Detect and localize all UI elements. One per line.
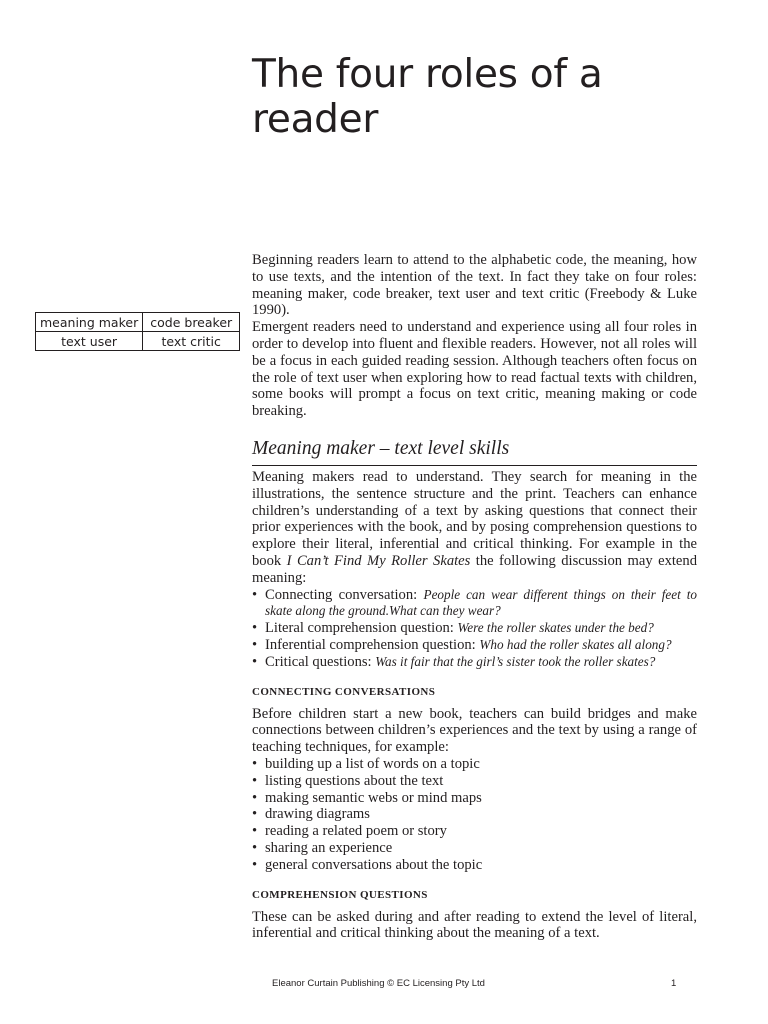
list-item — [252, 587, 697, 621]
meaning-maker-text-end: the following discussion may extend meaning: — [252, 552, 697, 586]
subheading-connecting-conversations: CONNECTING CONVERSATIONS — [252, 685, 436, 698]
bullet-glyph: • — [252, 620, 258, 637]
list-item — [252, 840, 697, 857]
question-label: Critical questions: — [265, 653, 376, 670]
connecting-paragraph: Before children start a new book, teachers can build bridges and make connections between children’s experiences and the text by using a range of teaching techniques, for example: — [252, 705, 697, 756]
roles-grid-row — [36, 313, 240, 332]
technique-text: general conversations about the topic — [265, 856, 483, 873]
bullet-glyph: • — [252, 755, 258, 772]
meaning-maker-paragraph — [252, 469, 697, 587]
page-number: 1 — [671, 978, 677, 989]
bullet-glyph: • — [252, 636, 258, 653]
bullet-glyph: • — [252, 823, 258, 840]
page-title: The four roles of a reader — [252, 52, 603, 142]
role-meaning-maker: meaning maker — [36, 313, 143, 332]
technique-text: listing questions about the text — [265, 772, 444, 789]
question-label: Literal comprehension question: — [265, 620, 458, 637]
comprehension-paragraph: These can be asked during and after reading to extend the level of literal, inferential and critical thinking about the meaning of a text. — [252, 908, 697, 942]
question-label: Inferential comprehension question: — [265, 636, 480, 653]
question-example: Who had the roller skates all along? — [479, 636, 672, 652]
list-item — [252, 773, 697, 790]
bullet-glyph: • — [252, 772, 258, 789]
technique-text: sharing an experience — [265, 839, 393, 856]
list-item — [252, 756, 697, 773]
footer-publisher: Eleanor Curtain Publishing © EC Licensing Pty Ltd — [272, 978, 485, 989]
technique-text: building up a list of words on a topic — [265, 755, 480, 772]
technique-text: reading a related poem or story — [265, 823, 447, 840]
role-code-breaker: code breaker — [143, 313, 240, 332]
meaning-maker-text: Meaning makers read to understand. They search for meaning in the illustrations, the sentence structure and the print. Teachers can enhance children’s understanding of a text by asking questions that connect their prior experiences with the book, and by posing comprehension questions to explore their literal, inferential and critical thinking. For example in the book — [252, 468, 697, 569]
bullet-glyph: • — [252, 856, 258, 873]
question-example: Was it fair that the girl’s sister took the roller skates? — [375, 653, 656, 669]
bullet-glyph: • — [252, 789, 258, 806]
subheading-comprehension-questions: COMPREHENSION QUESTIONS — [252, 888, 428, 901]
question-types-list — [252, 587, 697, 671]
role-text-critic: text critic — [143, 332, 240, 351]
list-item — [252, 637, 697, 654]
question-example: Were the roller skates under the bed? — [457, 620, 654, 636]
technique-text: making semantic webs or mind maps — [265, 789, 482, 806]
list-item — [252, 823, 697, 840]
intro-paragraph-2: Emergent readers need to understand and experience using all four roles in order to develop into fluent and flexible readers. However, not all roles will be a focus in each guided reading session. Although teachers often focus on the role of text user when exploring how to read factual texts with children, some books will prompt a focus on text critic, meaning making or code breaking. — [252, 319, 697, 420]
bullet-glyph: • — [252, 586, 258, 603]
bullet-glyph: • — [252, 839, 258, 856]
section-heading-meaning-maker: Meaning maker – text level skills — [252, 438, 697, 466]
question-example: People can wear different things on their feet to skate along the ground.What can they wear? — [265, 586, 697, 619]
roles-grid-row — [36, 332, 240, 351]
role-text-user: text user — [36, 332, 143, 351]
intro-paragraph-1: Beginning readers learn to attend to the alphabetic code, the meaning, how to use texts, and the intention of the text. In fact they take on four roles: meaning maker, code breaker, text user and text critic (Freebody & Luke 1990). — [252, 252, 697, 319]
list-item — [252, 806, 697, 823]
four-roles-grid — [35, 312, 240, 351]
list-item — [252, 620, 697, 637]
question-label: Connecting conversation: — [265, 586, 424, 603]
book-title: I Can’t Find My Roller Skates — [286, 552, 471, 569]
bullet-glyph: • — [252, 806, 258, 823]
list-item — [252, 857, 697, 874]
list-item — [252, 790, 697, 807]
techniques-list — [252, 756, 697, 874]
main-content — [252, 252, 697, 942]
technique-text: drawing diagrams — [265, 806, 370, 823]
list-item — [252, 654, 697, 671]
bullet-glyph: • — [252, 653, 258, 670]
